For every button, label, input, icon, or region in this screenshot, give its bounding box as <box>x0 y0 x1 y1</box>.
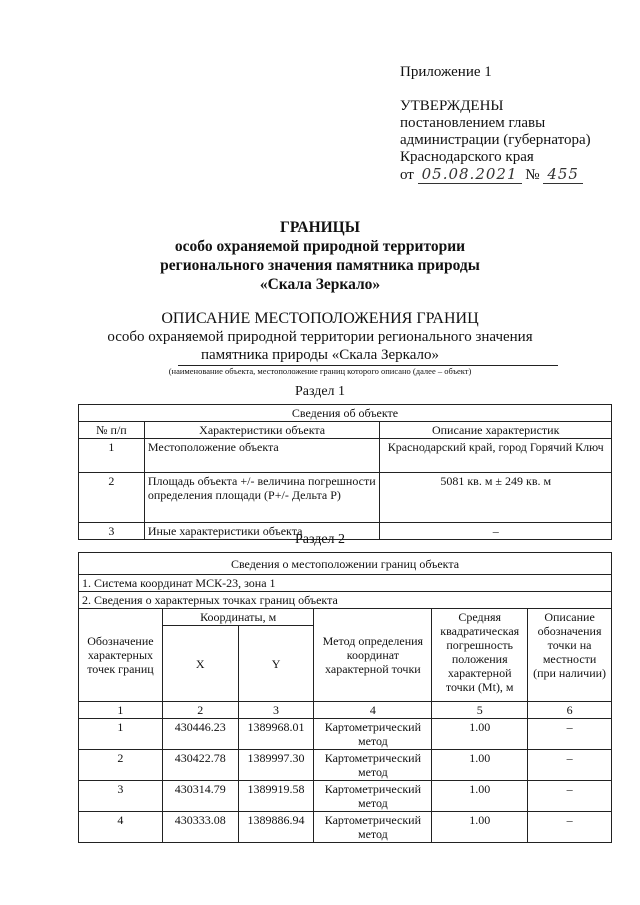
cell-value: 5081 кв. м ± 249 кв. м <box>380 473 612 523</box>
column-header: Описание характеристик <box>380 422 612 439</box>
cell-error: 1.00 <box>432 812 528 843</box>
table-row <box>79 750 612 781</box>
cell-error: 1.00 <box>432 750 528 781</box>
column-number: 3 <box>238 702 314 719</box>
approval-number: 455 <box>543 165 583 184</box>
cell-y: 1389997.30 <box>238 750 314 781</box>
document-subtitle <box>0 310 640 364</box>
date-prefix: от <box>400 167 414 183</box>
subtitle-hint: (наименование объекта, местоположение границ которого описано (далее – объект) <box>168 366 472 376</box>
column-header: Описание обозначения точки на местности (при наличии) <box>528 609 612 702</box>
cell-x: 430333.08 <box>162 812 238 843</box>
column-header: Координаты, м <box>162 609 314 626</box>
table-row <box>79 422 612 439</box>
document-title <box>0 218 640 294</box>
title-line-3: регионального значения памятника природы <box>160 257 480 274</box>
column-header: Обозначение характерных точек границ <box>79 609 163 702</box>
cell-x: 430422.78 <box>162 750 238 781</box>
cell-method: Картометрический метод <box>314 750 432 781</box>
column-header-x: X <box>162 626 238 702</box>
column-header: Характеристики объекта <box>144 422 380 439</box>
cell-desc: – <box>528 812 612 843</box>
cell-value: Краснодарский край, город Горячий Ключ <box>380 439 612 473</box>
cell-method: Картометрический метод <box>314 719 432 750</box>
cell-num: 2 <box>79 473 145 523</box>
points-header: 2. Сведения о характерных точках границ объекта <box>79 592 612 609</box>
cell-point: 3 <box>79 781 163 812</box>
coordinate-system: 1. Система координат МСК-23, зона 1 <box>79 575 612 592</box>
section-1-header: Сведения об объекте <box>79 405 612 422</box>
cell-point: 1 <box>79 719 163 750</box>
section-2-header: Сведения о местоположении границ объекта <box>79 553 612 575</box>
appendix-label: Приложение 1 <box>400 64 492 80</box>
cell-name: Местоположение объекта <box>144 439 380 473</box>
cell-point: 2 <box>79 750 163 781</box>
table-row <box>79 575 612 592</box>
cell-value: – <box>380 523 612 540</box>
subtitle-line-3: памятника природы «Скала Зеркало» <box>201 347 439 363</box>
cell-y: 1389968.01 <box>238 719 314 750</box>
table-row <box>79 719 612 750</box>
column-header: № п/п <box>79 422 145 439</box>
approval-line-1: постановлением главы <box>400 115 546 131</box>
approval-line-3: Краснодарского края <box>400 149 534 165</box>
approval-line-2: администрации (губернатора) <box>400 132 591 148</box>
table-row <box>79 781 612 812</box>
table-row <box>79 592 612 609</box>
column-number: 6 <box>528 702 612 719</box>
title-line-4: «Скала Зеркало» <box>259 276 381 293</box>
cell-desc: – <box>528 719 612 750</box>
column-header-y: Y <box>238 626 314 702</box>
table-row <box>79 405 612 422</box>
table-row <box>79 473 612 523</box>
title-line-2: особо охраняемой природной территории <box>174 238 466 255</box>
section-1-label: Раздел 1 <box>294 384 346 399</box>
cell-desc: – <box>528 781 612 812</box>
column-header: Средняя квадратическая погрешность положения характерной точки (Mt), м <box>432 609 528 702</box>
subtitle-line-2: особо охраняемой природной территории регионального значения <box>107 329 533 345</box>
cell-error: 1.00 <box>432 719 528 750</box>
column-header: Метод определения координат характерной точки <box>314 609 432 702</box>
cell-y: 1389919.58 <box>238 781 314 812</box>
approval-date: 05.08.2021 <box>418 165 522 184</box>
approved-label: УТВЕРЖДЕНЫ <box>400 98 504 114</box>
column-number: 2 <box>162 702 238 719</box>
cell-y: 1389886.94 <box>238 812 314 843</box>
cell-num: 1 <box>79 439 145 473</box>
table-row <box>79 439 612 473</box>
cell-method: Картометрический метод <box>314 812 432 843</box>
cell-num: 3 <box>79 523 145 540</box>
table-row <box>79 553 612 575</box>
section-2-label: Раздел 2 <box>294 532 346 547</box>
table-row <box>79 609 612 626</box>
cell-name: Площадь объекта +/- величина погрешности определения площади (P+/- Дельта P) <box>144 473 380 523</box>
cell-name: Иные характеристики объекта <box>144 523 380 540</box>
approval-block <box>400 64 630 184</box>
section-2-table <box>78 552 612 843</box>
subtitle-line-1: ОПИСАНИЕ МЕСТОПОЛОЖЕНИЯ ГРАНИЦ <box>161 310 479 327</box>
table-row <box>79 812 612 843</box>
cell-error: 1.00 <box>432 781 528 812</box>
column-number: 5 <box>432 702 528 719</box>
column-number: 4 <box>314 702 432 719</box>
cell-method: Картометрический метод <box>314 781 432 812</box>
section-1-table <box>78 404 612 540</box>
table-row <box>79 702 612 719</box>
title-line-1: ГРАНИЦЫ <box>280 219 360 236</box>
cell-x: 430446.23 <box>162 719 238 750</box>
approval-date-line <box>400 166 630 184</box>
number-prefix: № <box>525 167 540 183</box>
column-number: 1 <box>79 702 163 719</box>
cell-point: 4 <box>79 812 163 843</box>
cell-desc: – <box>528 750 612 781</box>
cell-x: 430314.79 <box>162 781 238 812</box>
